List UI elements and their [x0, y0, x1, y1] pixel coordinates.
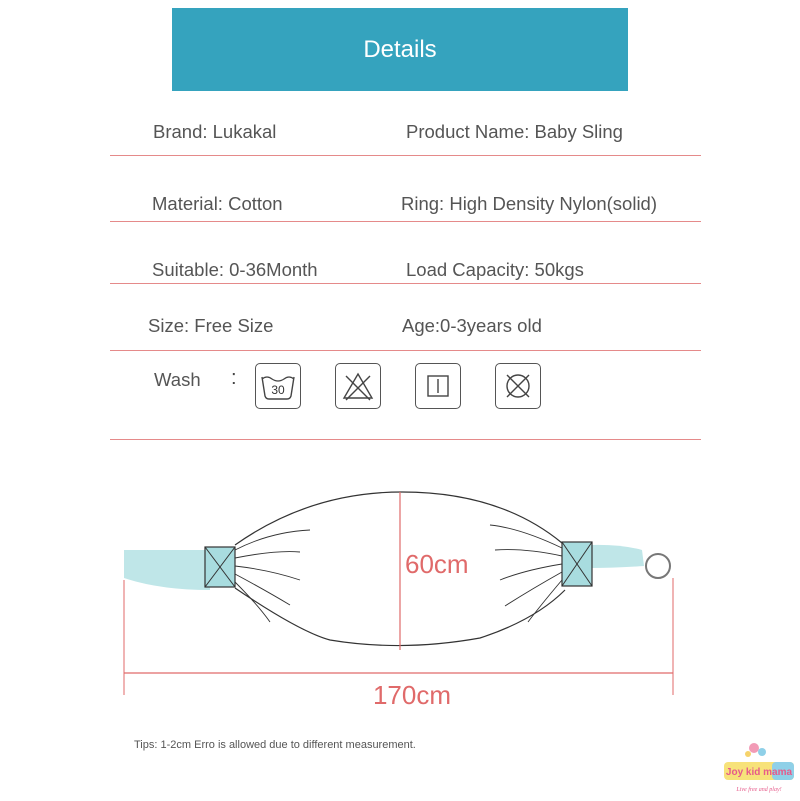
sling-left-tail [124, 550, 210, 590]
width-dimension-label: 60cm [405, 549, 469, 579]
details-title: Details [363, 35, 437, 63]
sling-right-tail [590, 545, 644, 568]
wash-colon: : [231, 367, 237, 389]
wash-label: Wash [154, 369, 201, 390]
divider [110, 283, 701, 284]
sling-size-diagram [0, 470, 800, 730]
spec-material: Material: Cotton [152, 193, 283, 214]
divider [110, 221, 701, 222]
spec-brand: Brand: Lukakal [153, 121, 277, 142]
sling-top-edge [235, 492, 562, 545]
divider [110, 155, 701, 156]
length-dimension-label: 170cm [372, 680, 452, 710]
details-banner [172, 8, 628, 91]
spec-size: Size: Free Size [148, 315, 274, 336]
spec-suitable: Suitable: 0-36Month [152, 259, 318, 280]
logo-slogan: Live free and play! [736, 787, 782, 793]
hang-dry-icon [415, 363, 461, 409]
sling-left-folds [235, 530, 310, 622]
sling-right-folds [490, 525, 562, 622]
no-bleach-icon [335, 363, 381, 409]
spec-product-name: Product Name: Baby Sling [406, 121, 623, 142]
divider [110, 439, 701, 440]
wash-temperature: 30 [271, 383, 285, 397]
logo-name: Joy kid mama [725, 767, 793, 778]
tips-note: Tips: 1-2cm Erro is allowed due to different measurement. [134, 739, 416, 751]
sling-ring-icon [646, 554, 670, 578]
spec-load-capacity: Load Capacity: 50kgs [406, 259, 584, 280]
sling-left-buckle [205, 547, 235, 587]
sling-right-buckle [562, 542, 592, 586]
brand-logo [722, 740, 797, 796]
divider [110, 350, 701, 351]
spec-age: Age:0-3years old [402, 315, 542, 336]
no-tumble-dry-icon [495, 363, 541, 409]
spec-ring: Ring: High Density Nylon(solid) [401, 193, 658, 214]
wash-30-icon [255, 363, 301, 409]
